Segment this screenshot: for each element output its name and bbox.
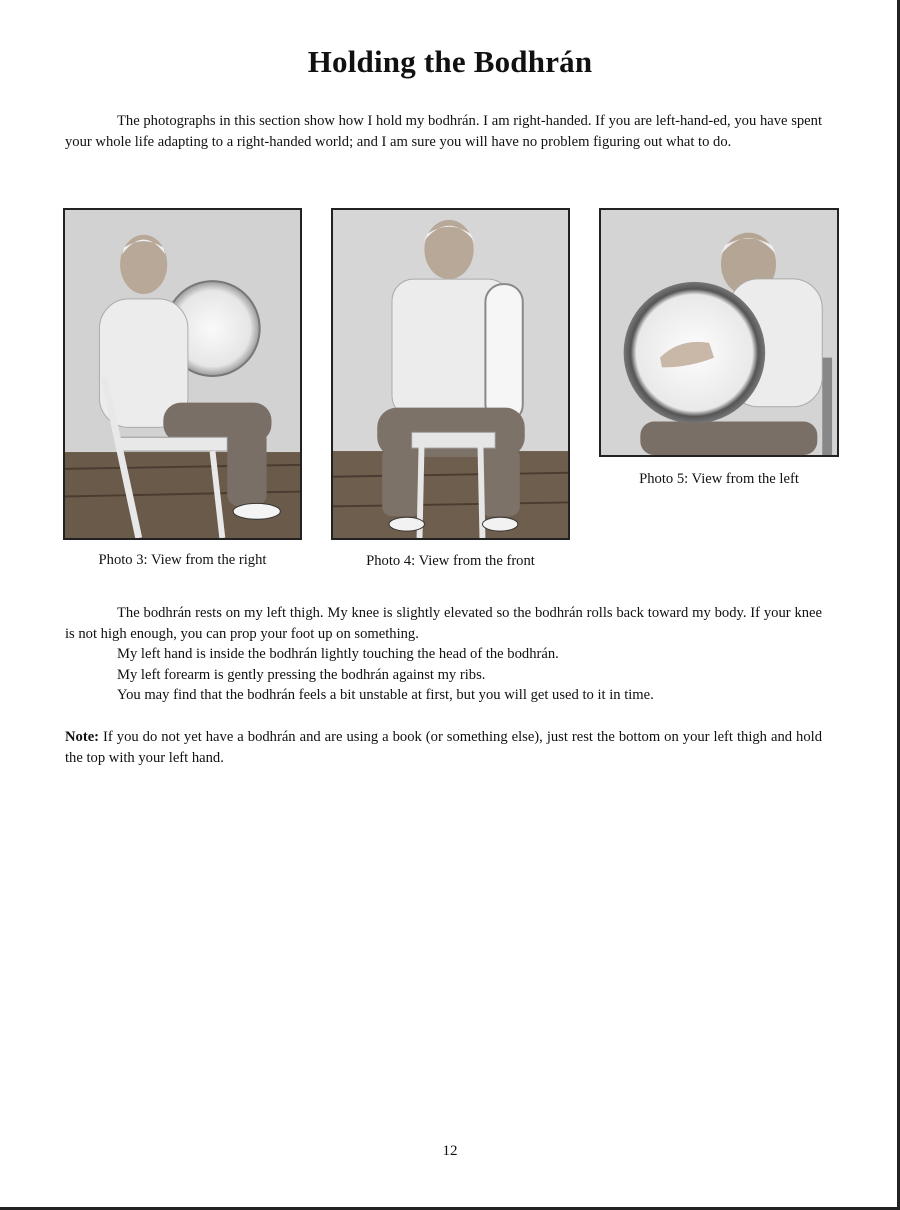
body-text bbox=[65, 603, 822, 706]
body-paragraph-4: You may find that the bodhrán feels a bit unstable at first, but you will get used to it in time. bbox=[117, 687, 654, 703]
body-paragraph-2: My left hand is inside the bodhrán lightly touching the head of the bodhrán. bbox=[117, 646, 559, 662]
photo-5-caption: Photo 5: View from the left bbox=[639, 471, 799, 487]
page-number: 12 bbox=[442, 1143, 458, 1159]
note-label: Note: bbox=[65, 729, 100, 745]
photo-3-caption: Photo 3: View from the right bbox=[98, 552, 267, 568]
note-text: If you do not yet have a bodhrán and are using a book (or something else), just rest the bottom on your left thigh and hold the top with your left hand. bbox=[65, 729, 822, 766]
photo-4-caption: Photo 4: View from the front bbox=[366, 553, 535, 569]
intro-paragraph: The photographs in this section show how I hold my bodhrán. I am right-handed. If you are left-hand-ed, you have spent your whole life adapting to a right-handed world; and I am sure you will have no problem figuring out what to do. bbox=[65, 113, 822, 150]
body-paragraph-3: My left forearm is gently pressing the bodhrán against my ribs. bbox=[117, 666, 486, 683]
note-paragraph bbox=[65, 727, 822, 769]
photo-5-view-from-left bbox=[599, 208, 839, 457]
photo-3-view-from-right bbox=[63, 208, 302, 540]
body-paragraph-1: The bodhrán rests on my left thigh. My knee is slightly elevated so the bodhrán rolls back toward my body. If your knee is not high enough, you can prop your foot up on something. bbox=[65, 605, 822, 642]
page-title: Holding the Bodhrán bbox=[307, 44, 593, 79]
photo-4-view-from-front bbox=[331, 208, 570, 540]
